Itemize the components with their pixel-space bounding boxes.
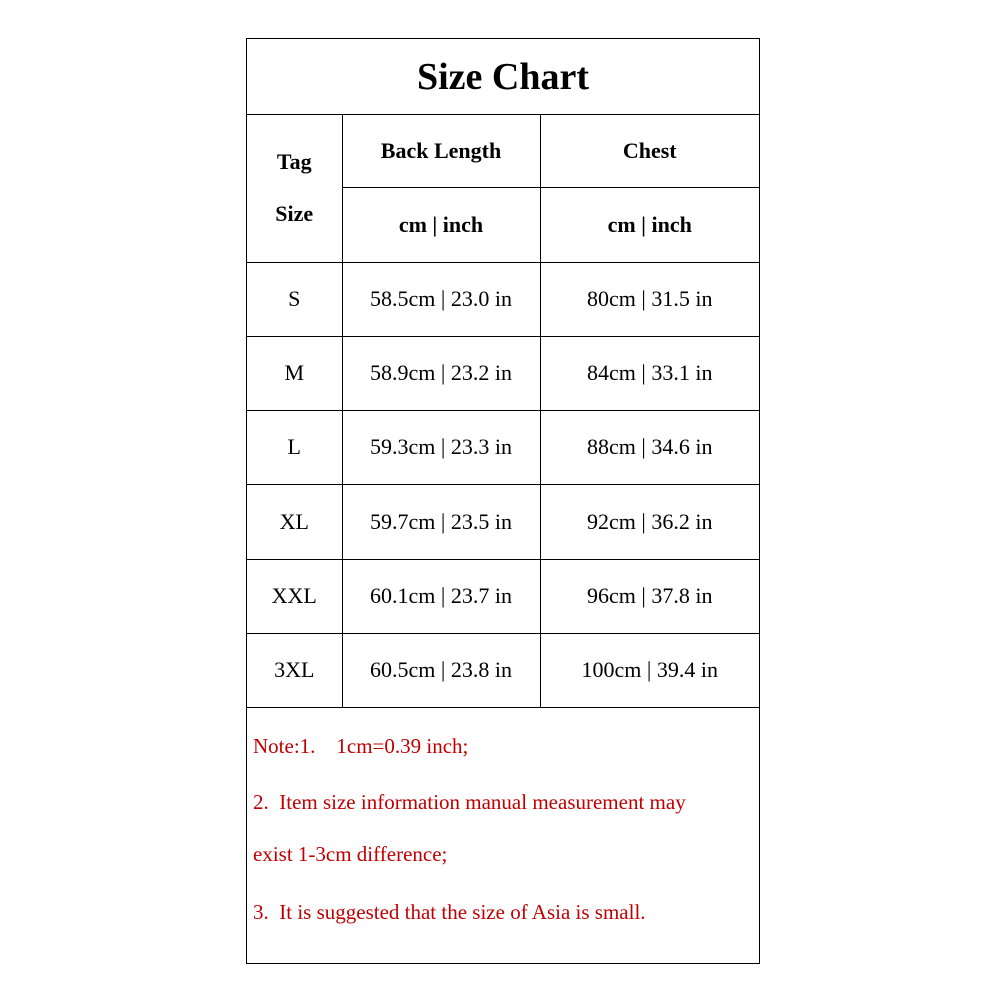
tag-size-header (247, 115, 342, 262)
back-length-cell: 59.3cm | 23.3 in (342, 410, 540, 484)
size-table (247, 115, 759, 708)
back-length-header: Back Length (342, 115, 540, 187)
back-length-cell: 58.9cm | 23.2 in (342, 336, 540, 410)
size-cell: M (247, 336, 342, 410)
note-line-2a: 2. Item size information manual measurement may (253, 789, 686, 814)
back-length-cell: 60.1cm | 23.7 in (342, 559, 540, 633)
header-row (247, 115, 759, 187)
chest-unit: cm | inch (540, 187, 759, 262)
back-length-unit: cm | inch (342, 187, 540, 262)
note-line-3: 3. It is suggested that the size of Asia is small. (253, 899, 646, 924)
size-cell: 3XL (247, 633, 342, 707)
tag-size-header-line2: Size (275, 201, 314, 227)
note-line-2b: exist 1-3cm difference; (253, 841, 448, 866)
size-cell: XXL (247, 559, 342, 633)
chest-cell: 100cm | 39.4 in (540, 633, 759, 707)
notes-section (247, 708, 759, 938)
chart-title: Size Chart (247, 39, 759, 115)
back-length-cell: 59.7cm | 23.5 in (342, 484, 540, 559)
size-cell: XL (247, 484, 342, 559)
chest-header: Chest (540, 115, 759, 187)
size-cell: S (247, 262, 342, 336)
size-cell: L (247, 410, 342, 484)
table-row (247, 262, 759, 336)
note-line-1: Note:1. 1cm=0.39 inch; (253, 733, 469, 758)
chest-cell: 88cm | 34.6 in (540, 410, 759, 484)
table-row (247, 336, 759, 410)
chest-cell: 96cm | 37.8 in (540, 559, 759, 633)
chest-cell: 84cm | 33.1 in (540, 336, 759, 410)
table-row (247, 484, 759, 559)
back-length-cell: 60.5cm | 23.8 in (342, 633, 540, 707)
chest-cell: 80cm | 31.5 in (540, 262, 759, 336)
size-chart (246, 38, 760, 964)
back-length-cell: 58.5cm | 23.0 in (342, 262, 540, 336)
chest-cell: 92cm | 36.2 in (540, 484, 759, 559)
table-row (247, 559, 759, 633)
tag-size-header-line1: Tag (276, 149, 312, 175)
table-row (247, 410, 759, 484)
table-row (247, 633, 759, 707)
